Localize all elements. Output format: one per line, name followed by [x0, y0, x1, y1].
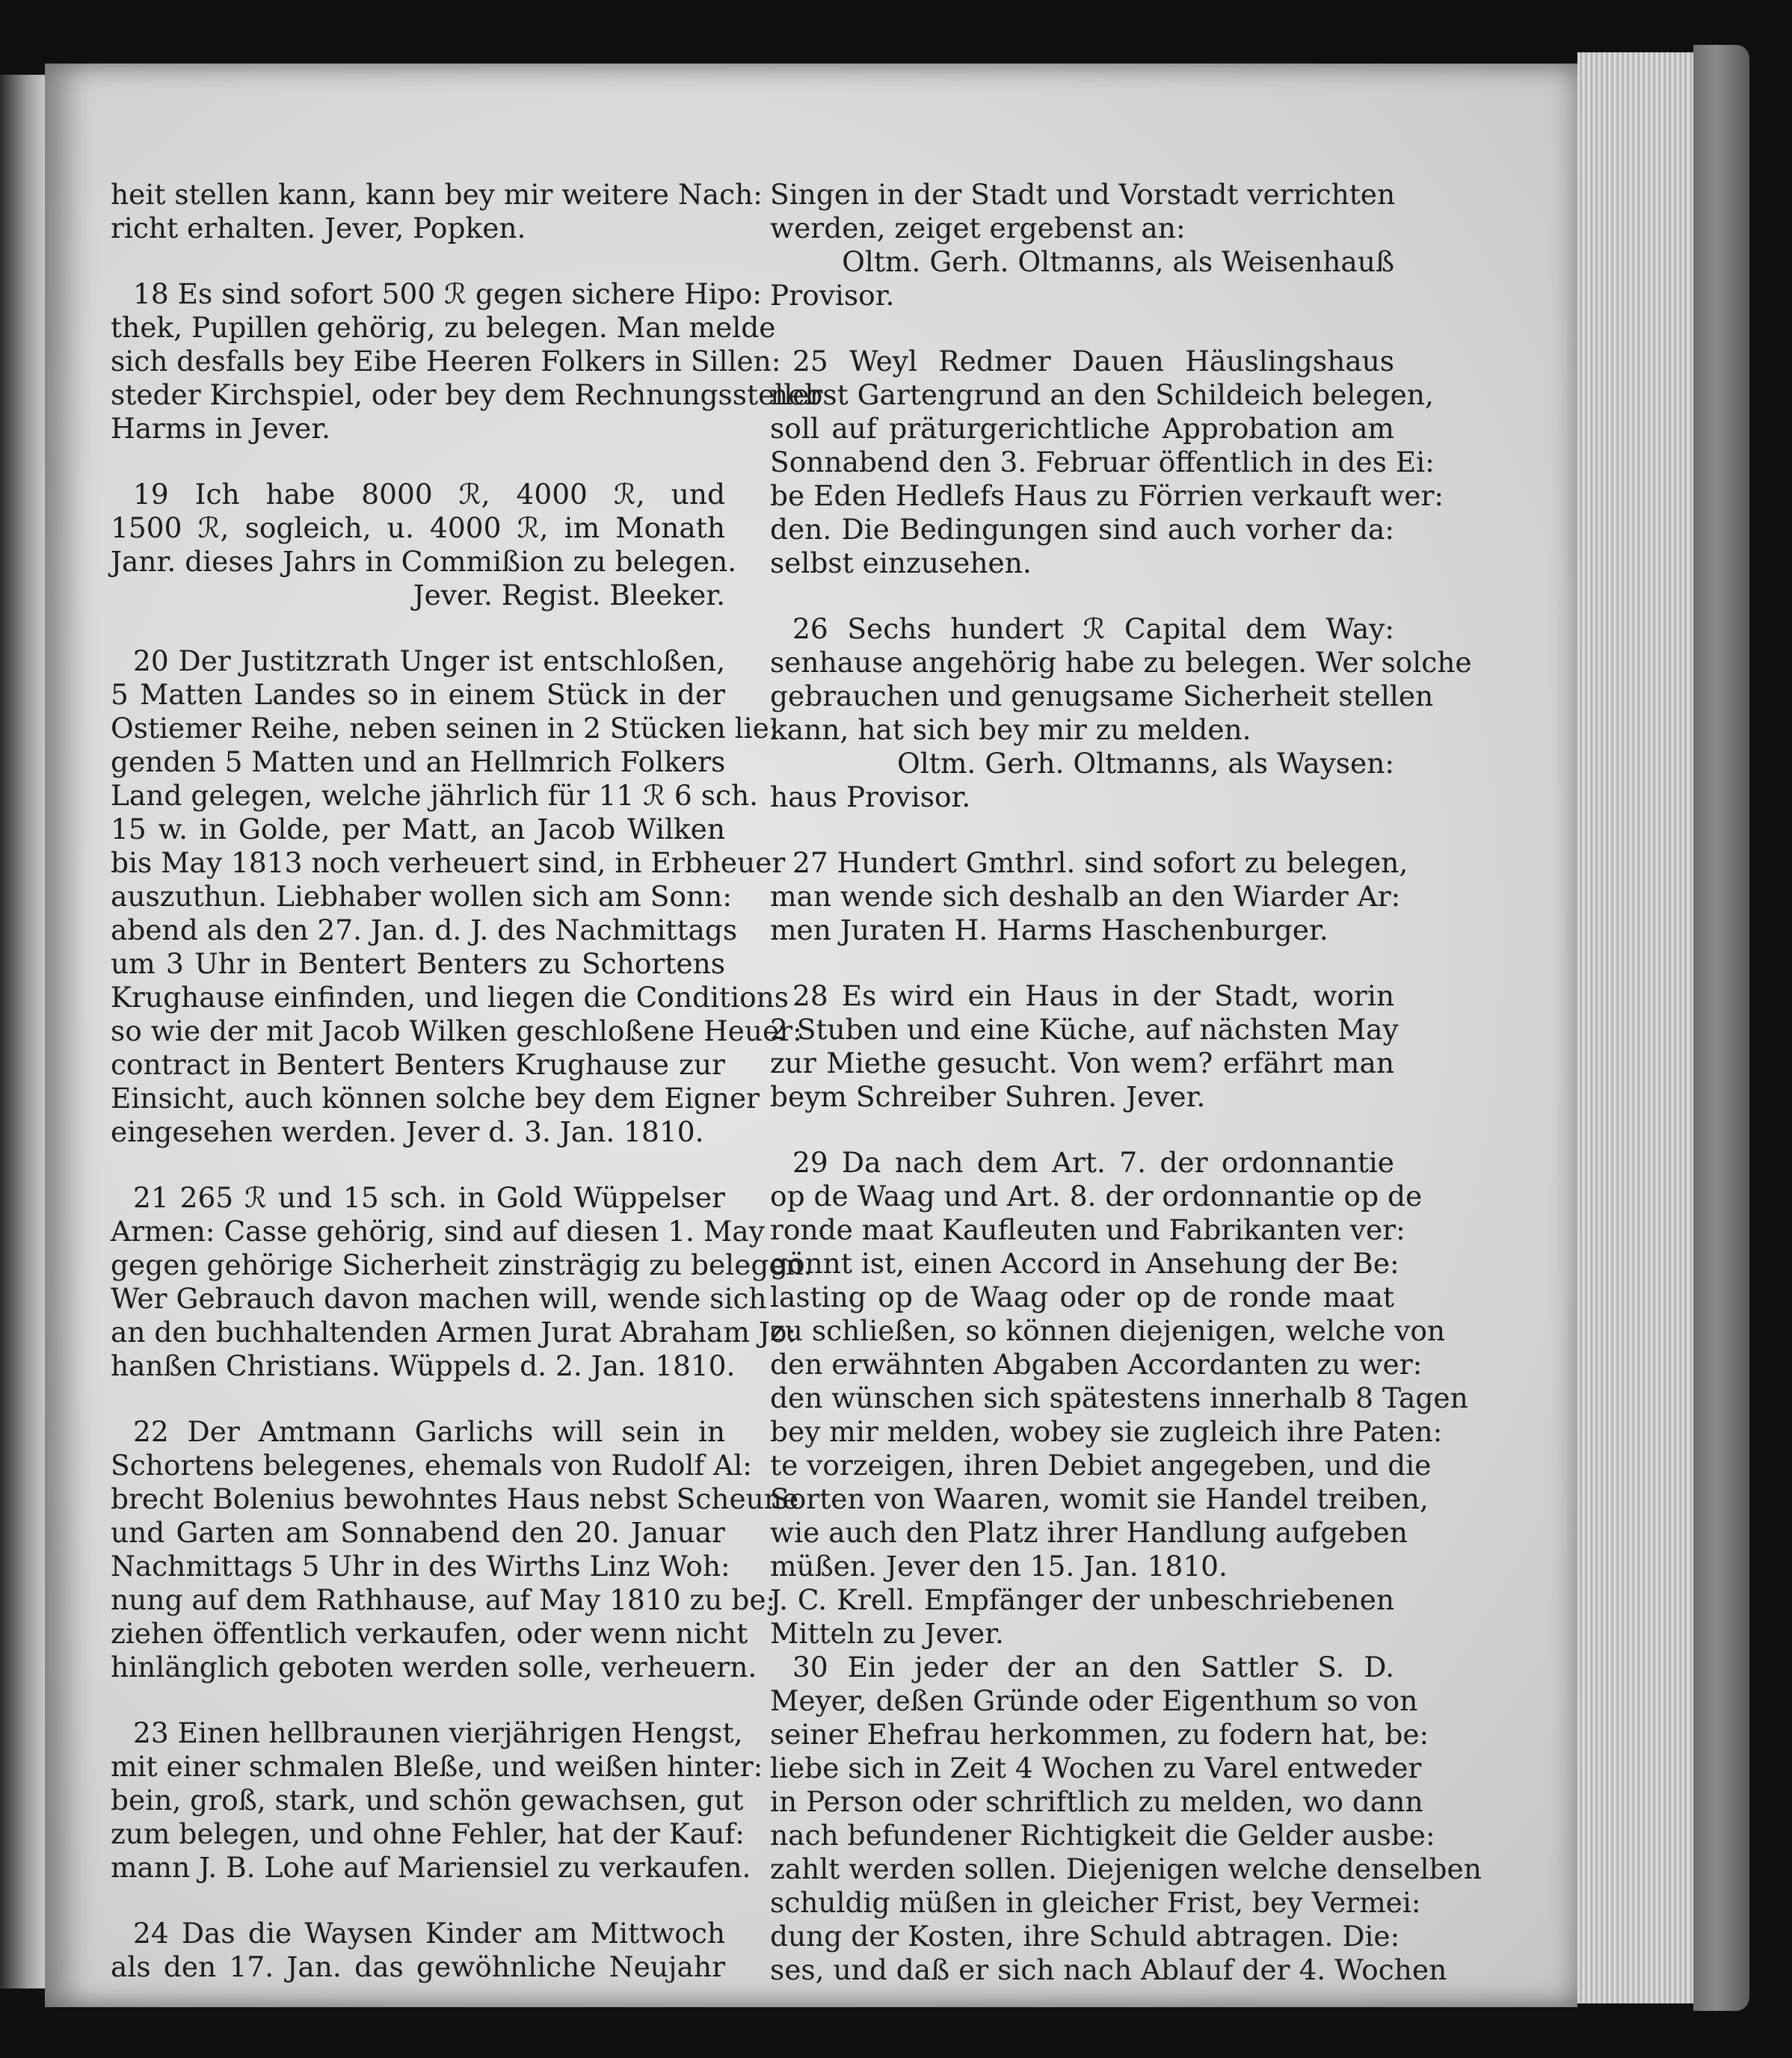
text-line: Meyer, deßen Gründe oder Eigenthum so von: [770, 1684, 1418, 1717]
previous-page-edge: [0, 75, 45, 1988]
text-line: eingesehen werden. Jever d. 3. Jan. 1810.: [111, 1115, 704, 1148]
text-line: brecht Bolenius bewohntes Haus nebst Scheune: [111, 1482, 799, 1515]
text-line: contract in Bentert Benters Krughause zur: [111, 1048, 725, 1081]
text-line: senhause angehörig habe zu belegen. Wer solche: [770, 646, 1472, 679]
text-line: haus Provisor.: [770, 780, 971, 813]
left-column: [111, 178, 823, 1984]
text-line: 1500 ℛ, sogleich, u. 4000 ℛ, im Monath: [111, 511, 725, 544]
text-line: gegen gehörige Sicherheit zinsträgig zu belegen.: [111, 1248, 813, 1281]
text-line: den erwähnten Abgaben Accordanten zu wer:: [770, 1348, 1423, 1381]
text-line: 15 w. in Golde, per Matt, an Jacob Wilken: [111, 813, 725, 845]
text-line: als den 17. Jan. das gewöhnliche Neujahr: [111, 1950, 725, 1983]
text-line: Oltm. Gerh. Oltmanns, als Waysen:: [897, 747, 1394, 780]
text-line: in Person oder schriftlich zu melden, wo dann: [770, 1785, 1423, 1818]
text-line: so wie der mit Jacob Wilken geschloßene Heuer:: [111, 1014, 802, 1047]
text-line: richt erhalten. Jever, Popken.: [111, 212, 526, 244]
text-line: Sonnabend den 3. Februar öffentlich in des Ei:: [770, 446, 1435, 478]
text-line: heit stellen kann, kann bey mir weitere Nach:: [111, 178, 763, 211]
text-line: Ostiemer Reihe, neben seinen in 2 Stücken lie:: [111, 712, 779, 745]
text-line: gönnt ist, einen Accord in Ansehung der Be:: [770, 1247, 1400, 1280]
text-line: bis May 1813 noch verheuert sind, in Erbheuer: [111, 846, 786, 879]
text-line: selbst einzusehen.: [770, 546, 1032, 579]
text-line: um 3 Uhr in Bentert Benters zu Schortens: [111, 947, 725, 980]
text-line: be Eden Hedlefs Haus zu Förrien verkauft wer:: [770, 479, 1444, 512]
text-line: 23 Einen hellbraunen vierjährigen Hengst,: [133, 1716, 743, 1749]
text-line: 25 Weyl Redmer Dauen Häuslingshaus: [792, 345, 1394, 378]
text-line: gebrauchen und genugsame Sicherheit stellen: [770, 680, 1434, 712]
notice-22: [111, 1415, 799, 1684]
notice-27: [770, 846, 1408, 947]
text-line: 5 Matten Landes so in einem Stück in der: [111, 678, 725, 711]
notice-23: [111, 1716, 763, 1885]
text-line: J. C. Krell. Empfänger der unbeschriebenen: [770, 1583, 1394, 1616]
notice-24: [111, 1917, 725, 1984]
text-line: zahlt werden sollen. Diejenigen welche denselben: [770, 1852, 1482, 1885]
text-line: sich desfalls bey Eibe Heeren Folkers in Sillen:: [111, 345, 781, 378]
text-line: hinlänglich geboten werden solle, verheuern.: [111, 1651, 757, 1683]
text-line: werden, zeiget ergebenst an:: [770, 212, 1186, 244]
text-line: te vorzeigen, ihren Debiet angegeben, und die: [770, 1449, 1432, 1482]
notice-20: [111, 644, 802, 1149]
text-line: ses, und daß er sich nach Ablauf der 4. Wochen: [770, 1953, 1447, 1986]
text-line: an den buchhaltenden Armen Jurat Abraham Jo:: [111, 1316, 797, 1349]
notice-18: [111, 277, 823, 446]
text-line: wie auch den Platz ihrer Handlung aufgeben: [770, 1516, 1408, 1549]
text-line: Sorten von Waaren, womit sie Handel treiben,: [770, 1482, 1429, 1515]
text-line: men Juraten H. Harms Haschenburger.: [770, 914, 1328, 946]
text-line: 21 265 ℛ und 15 sch. in Gold Wüppelser: [133, 1181, 725, 1214]
text-line: Mitteln zu Jever.: [770, 1617, 1004, 1650]
text-line: 2 Stuben und eine Küche, auf nächsten May: [770, 1013, 1399, 1046]
text-line: seiner Ehefrau herkommen, zu fodern hat, be:: [770, 1718, 1429, 1751]
text-line: Janr. dieses Jahrs in Commißion zu belegen.: [111, 545, 737, 578]
text-line: ronde maat Kaufleuten und Fabrikanten ver:: [770, 1213, 1405, 1246]
text-line: Oltm. Gerh. Oltmanns, als Weisenhauß: [842, 245, 1394, 278]
text-line: thek, Pupillen gehörig, zu belegen. Man melde: [111, 311, 776, 344]
text-line: Jever. Regist. Bleeker.: [413, 579, 725, 611]
text-line: 22 Der Amtmann Garlichs will sein in: [133, 1415, 725, 1448]
notice-25: [770, 345, 1444, 580]
text-line: zum belegen, und ohne Fehler, hat der Kauf:: [111, 1817, 745, 1850]
notice-cont: [111, 178, 763, 245]
text-line: Harms in Jever.: [111, 412, 331, 445]
text-line: steder Kirchspiel, oder bey dem Rechnungssteller: [111, 378, 823, 411]
text-line: hanßen Christians. Wüppels d. 2. Jan. 1810.: [111, 1349, 736, 1382]
text-line: nung auf dem Rathhause, auf May 1810 zu be:: [111, 1583, 776, 1616]
text-line: und Garten am Sonnabend den 20. Januar: [111, 1516, 725, 1549]
text-line: ziehen öffentlich verkaufen, oder wenn nicht: [111, 1617, 748, 1650]
text-line: Armen: Casse gehörig, sind auf diesen 1. May: [111, 1215, 765, 1248]
text-line: Land gelegen, welche jährlich für 11 ℛ 6 sch.: [111, 779, 759, 812]
text-line: Schortens belegenes, ehemals von Rudolf Al:: [111, 1449, 752, 1482]
text-line: zu schließen, so können diejenigen, welche von: [770, 1314, 1446, 1347]
notice-28: [770, 979, 1399, 1114]
text-line: 26 Sechs hundert ℛ Capital dem Way:: [792, 612, 1394, 645]
text-line: beym Schreiber Suhren. Jever.: [770, 1080, 1206, 1113]
text-line: abend als den 27. Jan. d. J. des Nachmittags: [111, 914, 738, 946]
text-line: 19 Ich habe 8000 ℛ, 4000 ℛ, und: [133, 478, 725, 511]
text-line: mann J. B. Lohe auf Mariensiel zu verkaufen.: [111, 1851, 751, 1884]
text-line: liebe sich in Zeit 4 Wochen zu Varel entweder: [770, 1752, 1422, 1784]
text-line: kann, hat sich bey mir zu melden.: [770, 713, 1251, 746]
text-line: Singen in der Stadt und Vorstadt verrichten: [770, 178, 1396, 211]
text-line: Wer Gebrauch davon machen will, wende sich: [111, 1282, 767, 1315]
text-line: bey mir melden, wobey sie zugleich ihre Paten:: [770, 1415, 1443, 1448]
text-line: op de Waag und Art. 8. der ordonnantie op de: [770, 1180, 1423, 1213]
text-line: bein, groß, stark, und schön gewachsen, gut: [111, 1784, 744, 1817]
text-line: den wünschen sich spätestens innerhalb 8 Tagen: [770, 1381, 1468, 1414]
text-line: nebst Gartengrund an den Schildeich belegen,: [770, 378, 1434, 411]
text-line: auszuthun. Liebhaber wollen sich am Sonn:: [111, 880, 732, 913]
text-line: lasting op de Waag oder op de ronde maat: [770, 1281, 1394, 1313]
book-cover: [1693, 45, 1749, 2011]
text-line: nach befundener Richtigkeit die Gelder ausbe:: [770, 1819, 1435, 1852]
notice-19: [111, 478, 737, 612]
text-line: soll auf präturgerichtliche Approbation am: [770, 412, 1394, 445]
text-line: 24 Das die Waysen Kinder am Mittwoch: [133, 1917, 725, 1950]
text-line: dung der Kosten, ihre Schuld abtragen. Die:: [770, 1920, 1400, 1953]
text-line: den. Die Bedingungen sind auch vorher da:: [770, 513, 1394, 546]
text-line: genden 5 Matten und an Hellmrich Folkers: [111, 745, 726, 778]
notice-29: [770, 1146, 1468, 1651]
text-line: Krughause einfinden, und liegen die Conditions: [111, 981, 789, 1014]
text-line: man wende sich deshalb an den Wiarder Ar:: [770, 880, 1401, 913]
notice-21: [111, 1181, 813, 1383]
text-line: Einsicht, auch können solche bey dem Eigner: [111, 1082, 760, 1115]
text-line: schuldig müßen in gleicher Frist, bey Vermei:: [770, 1886, 1421, 1919]
text-line: 29 Da nach dem Art. 7. der ordonnantie: [792, 1146, 1394, 1179]
text-line: Provisor.: [770, 279, 895, 312]
text-line: Nachmittags 5 Uhr in des Wirths Linz Woh:: [111, 1550, 730, 1583]
right-column: [770, 178, 1482, 2019]
notice-26: [770, 612, 1472, 814]
text-line: 30 Ein jeder der an den Sattler S. D.: [792, 1651, 1394, 1683]
text-line: mit einer schmalen Bleße, und weißen hinter:: [111, 1750, 763, 1783]
text-line: zur Miethe gesucht. Von wem? erfährt man: [770, 1047, 1394, 1079]
notice-24b: [770, 178, 1394, 312]
text-line: müßen. Jever den 15. Jan. 1810.: [770, 1550, 1228, 1583]
text-line: 28 Es wird ein Haus in der Stadt, worin: [792, 979, 1394, 1012]
notice-30: [770, 1651, 1482, 1987]
text-line: 27 Hundert Gmthrl. sind sofort zu belegen,: [792, 846, 1408, 879]
text-line: 18 Es sind sofort 500 ℛ gegen sichere Hipo:: [133, 277, 763, 310]
page-stack-edge: [1577, 52, 1693, 2003]
text-line: 20 Der Justitzrath Unger ist entschloßen,: [133, 644, 725, 677]
